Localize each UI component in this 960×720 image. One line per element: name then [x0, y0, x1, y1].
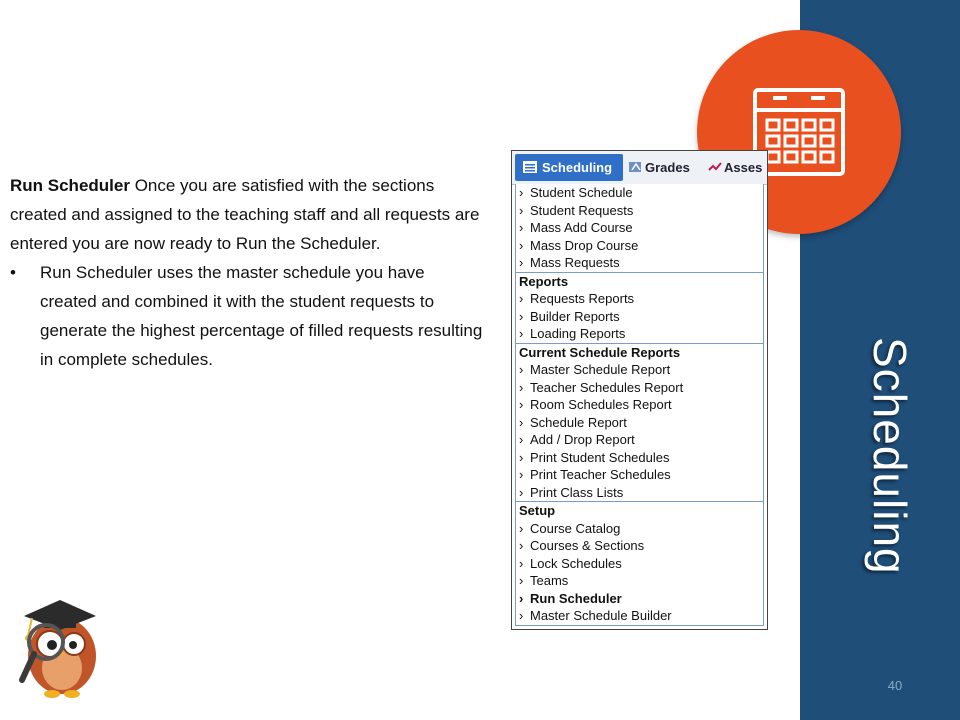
menu-item-student-requests[interactable] — [516, 202, 763, 220]
menu-item-label: Teacher Schedules Report — [530, 379, 684, 395]
chevron-right-icon: › — [519, 308, 524, 324]
menu-item-student-schedule[interactable] — [516, 184, 763, 202]
menu-group-header: Reports — [519, 273, 569, 289]
chevron-right-icon: › — [519, 414, 524, 430]
menu-item-builder-reports[interactable] — [516, 308, 763, 326]
menu-item-print-student-schedules[interactable] — [516, 449, 763, 467]
chevron-right-icon: › — [519, 326, 524, 341]
bullet-paragraph — [10, 258, 485, 374]
bullet-marker: • — [10, 263, 16, 282]
menu-item-label: Student Requests — [530, 202, 634, 218]
chevron-right-icon: › — [519, 379, 524, 395]
menu-group-header: Setup — [519, 503, 556, 518]
chevron-right-icon: › — [519, 555, 524, 571]
menu-item-schedule-report[interactable] — [516, 414, 763, 432]
chevron-right-icon: › — [519, 608, 524, 623]
menu-item-label: Mass Requests — [530, 255, 620, 270]
chevron-right-icon: › — [519, 291, 524, 306]
chevron-right-icon: › — [519, 432, 524, 447]
tab-scheduling[interactable] — [515, 154, 623, 181]
chevron-right-icon: › — [519, 520, 524, 536]
chevron-right-icon: › — [519, 255, 524, 270]
menu-item-label: Courses & Sections — [530, 538, 645, 553]
menu-group-reports — [516, 273, 763, 344]
owl-mascot-icon — [10, 590, 110, 702]
scheduling-tab-icon — [523, 161, 537, 173]
menu-item-teams[interactable] — [516, 572, 763, 590]
tab-assessments[interactable] — [704, 154, 768, 181]
chevron-right-icon: › — [519, 362, 524, 377]
menu-item-print-class-lists[interactable] — [516, 484, 763, 502]
menu-group — [516, 184, 763, 273]
chevron-right-icon: › — [519, 590, 524, 606]
menu-item-teacher-schedules-report[interactable] — [516, 379, 763, 397]
chevron-right-icon: › — [519, 202, 524, 218]
assessments-tab-icon — [708, 161, 722, 173]
menu-tabs — [512, 151, 767, 185]
menu-item-add-drop-report[interactable] — [516, 431, 763, 449]
menu-item-label: Schedule Report — [530, 414, 627, 430]
menu-item-label: Print Teacher Schedules — [530, 467, 671, 482]
chevron-right-icon: › — [519, 484, 524, 500]
menu-item-label: Teams — [530, 573, 569, 588]
intro-bold: Run Scheduler — [10, 176, 130, 195]
menu-item-label: Lock Schedules — [530, 555, 622, 571]
menu-item-label: Master Schedule Report — [530, 362, 671, 377]
menu-item-mass-drop-course[interactable] — [516, 237, 763, 255]
menu-item-label: Master Schedule Builder — [530, 608, 672, 623]
menu-item-label: Mass Drop Course — [530, 237, 639, 253]
menu-item-mass-add-course[interactable] — [516, 219, 763, 237]
intro-text: Once you are satisfied with the sections created and assigned to the teaching staff and all requests are entered you are now ready to Run the Scheduler. — [10, 176, 480, 253]
page-number: 40 — [887, 678, 903, 693]
menu-item-loading-reports[interactable] — [516, 325, 763, 343]
body-text — [10, 171, 485, 374]
menu-item-print-teacher-schedules[interactable] — [516, 466, 763, 484]
menu-item-run-scheduler[interactable] — [516, 590, 763, 608]
menu-item-courses-sections[interactable] — [516, 537, 763, 555]
tab-grades[interactable] — [625, 154, 701, 181]
menu-item-master-schedule-builder[interactable] — [516, 607, 763, 625]
intro-paragraph — [10, 171, 485, 258]
menu-item-label: Print Class Lists — [530, 484, 624, 500]
menu-item-label: Room Schedules Report — [530, 397, 672, 412]
menu-item-master-schedule-report[interactable] — [516, 361, 763, 379]
menu-group-header: Current Schedule Reports — [519, 344, 681, 360]
menu-item-mass-requests[interactable] — [516, 254, 763, 272]
menu-item-lock-schedules[interactable] — [516, 555, 763, 573]
menu-item-label: Add / Drop Report — [530, 432, 635, 447]
menu-item-label: Builder Reports — [530, 308, 620, 324]
chevron-right-icon: › — [519, 237, 524, 253]
bullet-text: Run Scheduler uses the master schedule you have created and combined it with the student requests to generate the highest percentage of filled requests resulting in complete schedules. — [40, 263, 483, 369]
scheduling-menu-screenshot — [511, 150, 768, 630]
tab-grades-label: Grades — [645, 160, 690, 175]
chevron-right-icon: › — [519, 449, 524, 465]
menu-item-requests-reports[interactable] — [516, 290, 763, 308]
menu-item-label: Requests Reports — [530, 291, 635, 306]
menu-item-course-catalog[interactable] — [516, 520, 763, 538]
chevron-right-icon: › — [519, 397, 524, 412]
menu-item-label: Loading Reports — [530, 326, 626, 341]
menu-item-label: Run Scheduler — [530, 590, 622, 606]
chevron-right-icon: › — [519, 220, 524, 235]
grades-tab-icon — [629, 161, 643, 173]
menu-list — [515, 184, 764, 626]
tab-scheduling-label: Scheduling — [542, 160, 613, 175]
menu-item-label: Mass Add Course — [530, 220, 633, 235]
chevron-right-icon: › — [519, 467, 524, 482]
menu-item-label: Student Schedule — [530, 185, 633, 200]
chevron-right-icon: › — [519, 573, 524, 588]
menu-item-label: Print Student Schedules — [530, 449, 670, 465]
section-title: Scheduling — [864, 337, 916, 575]
menu-group-setup — [516, 502, 763, 625]
tab-assessments-label: Asses — [724, 160, 763, 175]
menu-item-room-schedules-report[interactable] — [516, 396, 763, 414]
menu-item-label: Course Catalog — [530, 520, 621, 536]
chevron-right-icon: › — [519, 538, 524, 553]
menu-group-current-schedule-reports — [516, 344, 763, 503]
chevron-right-icon: › — [519, 185, 524, 200]
